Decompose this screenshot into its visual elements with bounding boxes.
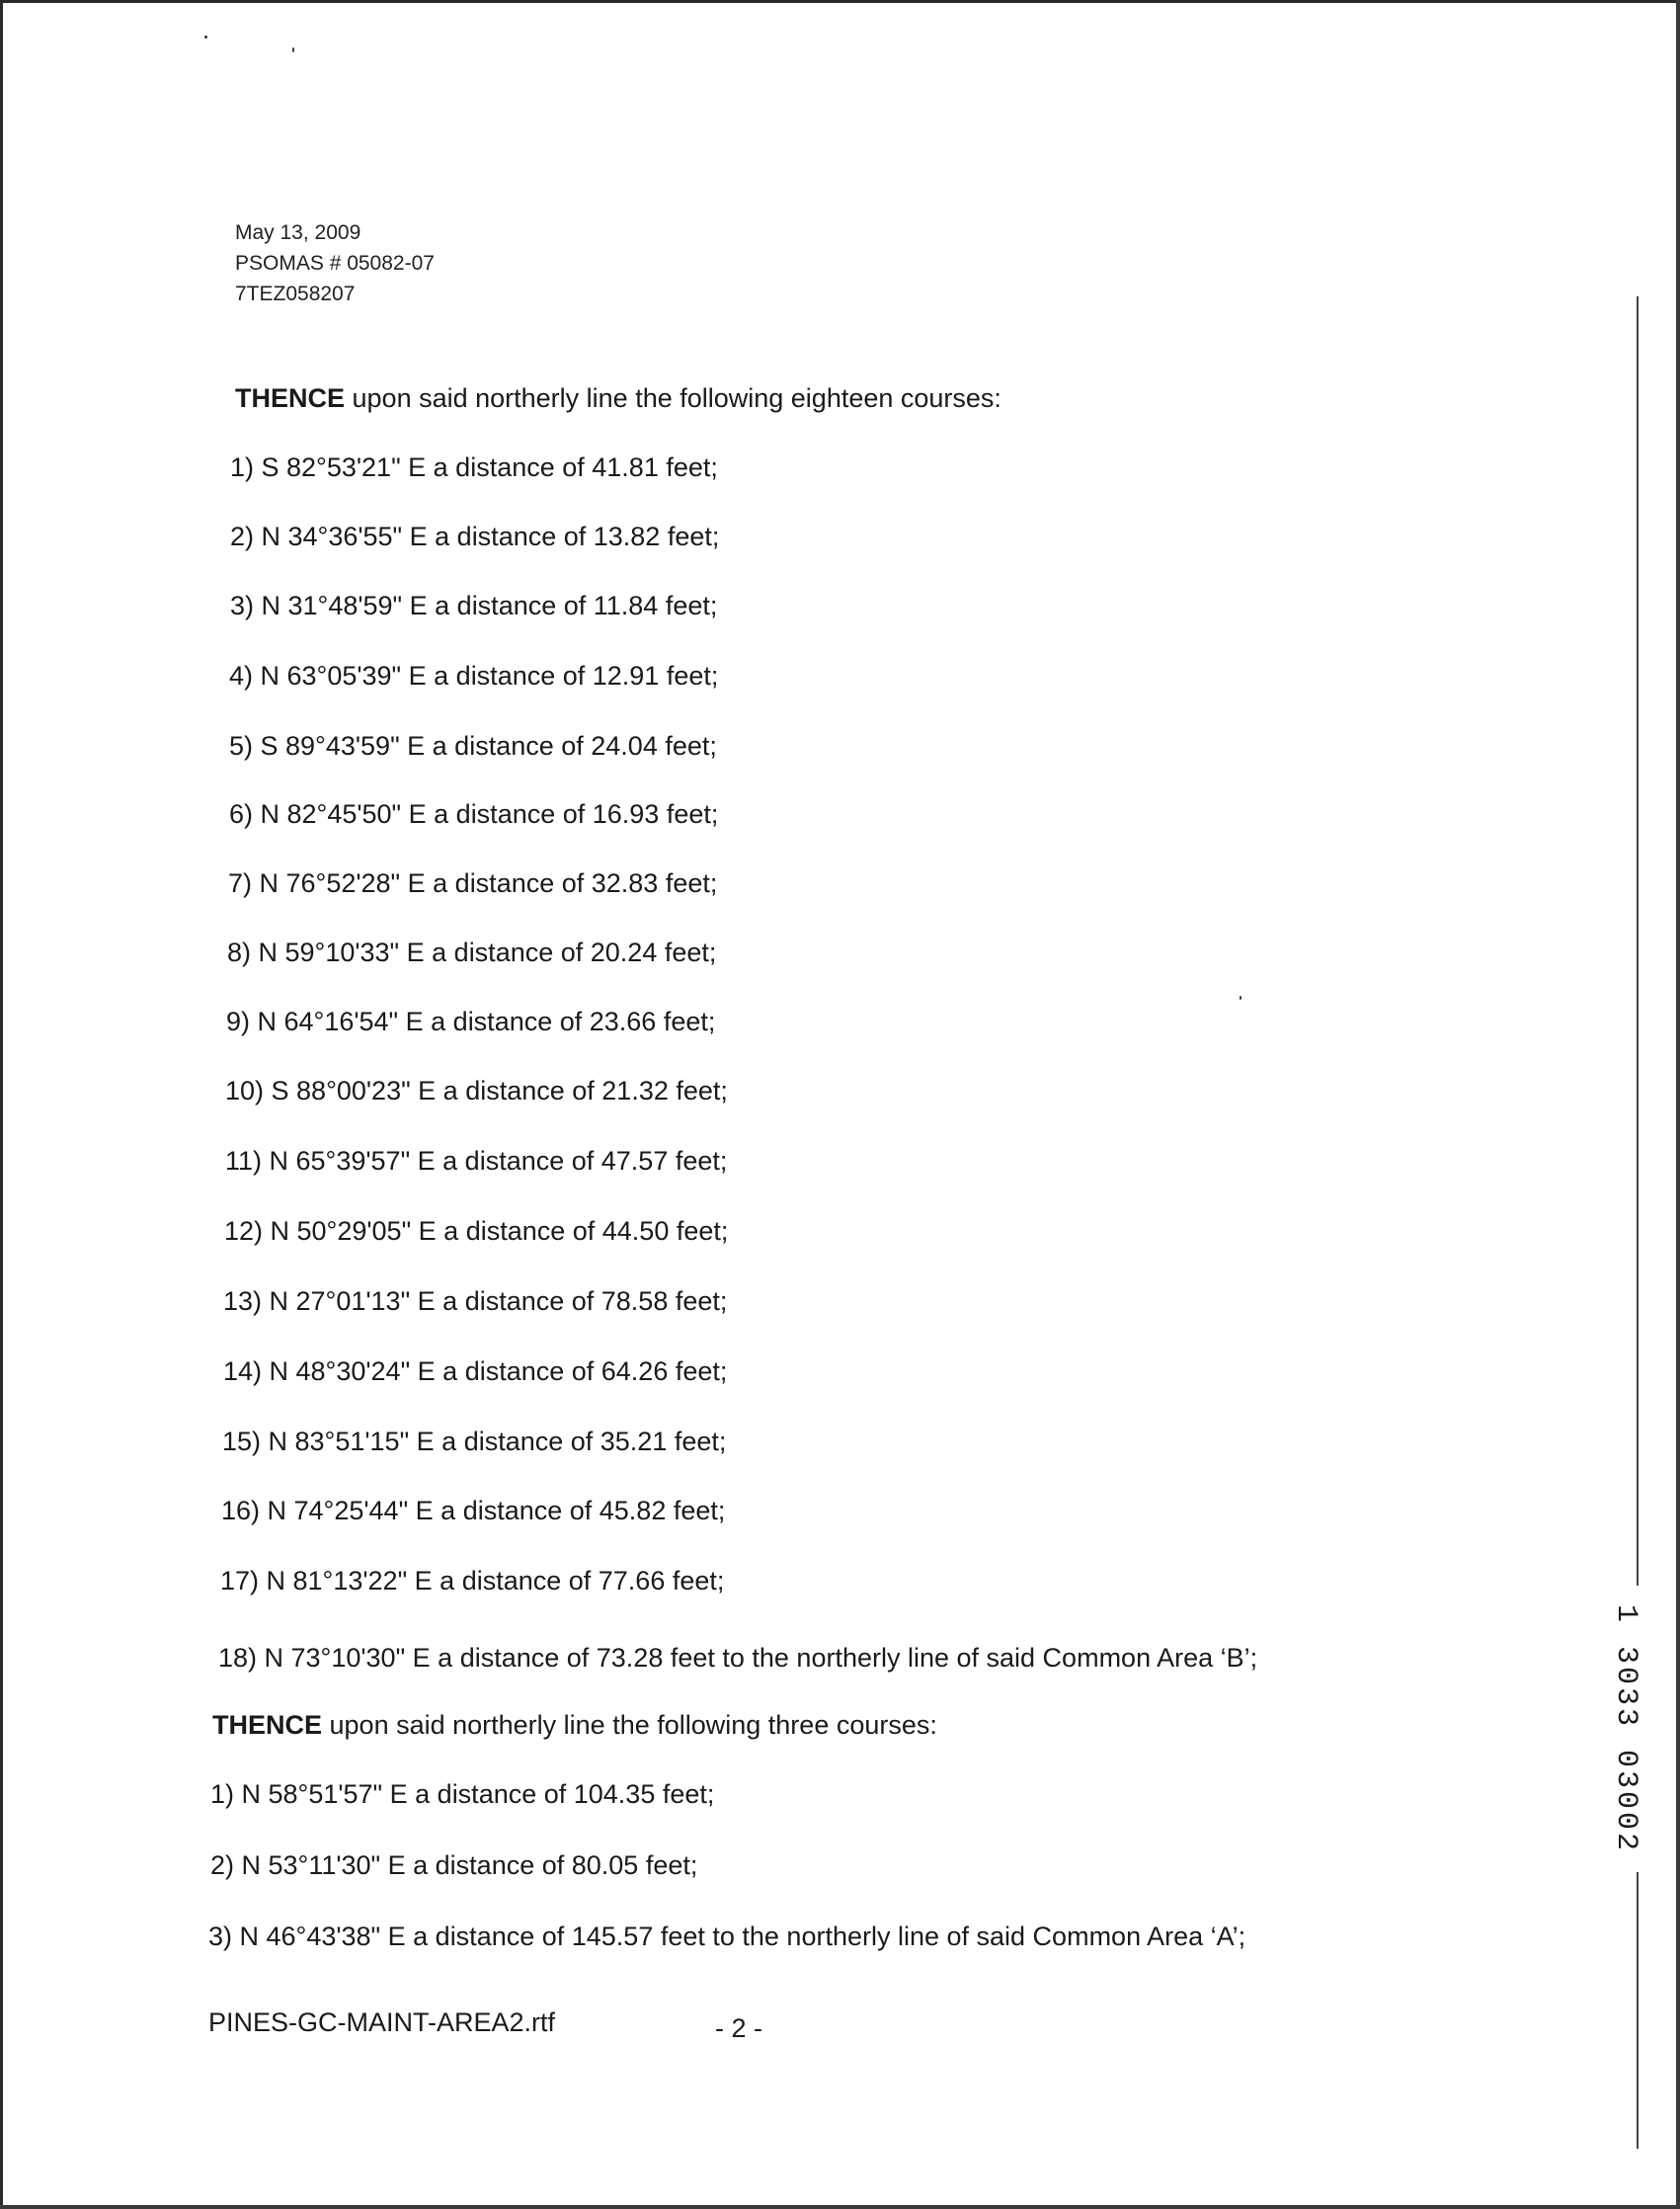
course-line: 3) N 31°48'59" E a distance of 11.84 feet; (230, 591, 718, 620)
course-line: 11) N 65°39'57" E a distance of 47.57 feet; (225, 1146, 728, 1176)
scan-speck (292, 47, 294, 52)
course-line: 4) N 63°05'39" E a distance of 12.91 feet; (229, 661, 719, 691)
margin-rule (1637, 1872, 1639, 2149)
stamp-number: 1 3033 03002 (1609, 1603, 1643, 1854)
course-line: 2) N 53°11'30" E a distance of 80.05 feet; (210, 1850, 698, 1880)
document-stamp (1606, 1586, 1645, 1872)
course-line: 2) N 34°36'55" E a distance of 13.82 feet; (230, 522, 720, 551)
course-line: 15) N 83°51'15" E a distance of 35.21 feet; (222, 1427, 727, 1456)
page-border (0, 2205, 1680, 2209)
course-line: 10) S 88°00'23" E a distance of 21.32 feet; (225, 1076, 728, 1105)
course-line: 3) N 46°43'38" E a distance of 145.57 feet to the northerly line of said Common Area ‘A’; (208, 1922, 1246, 1951)
course-line: 6) N 82°45'50" E a distance of 16.93 feet; (229, 799, 719, 829)
course-line: 7) N 76°52'28" E a distance of 32.83 feet; (228, 868, 718, 898)
page-border (1676, 0, 1680, 2209)
scan-speck (204, 36, 207, 39)
course-line: 9) N 64°16'54" E a distance of 23.66 feet; (226, 1007, 716, 1036)
course-line: 1) S 82°53'21" E a distance of 41.81 feet; (230, 452, 718, 482)
course-line: 1) N 58°51'57" E a distance of 104.35 feet; (210, 1779, 715, 1809)
section-1-lead: THENCE (235, 383, 346, 413)
section-2-intro (212, 1710, 937, 1741)
course-line: 12) N 50°29'05" E a distance of 44.50 feet; (224, 1216, 729, 1246)
project-number: PSOMAS # 05082-07 (235, 252, 435, 275)
footer-filename: PINES-GC-MAINT-AREA2.rtf (208, 2007, 556, 2037)
course-line: 18) N 73°10'30" E a distance of 73.28 feet to the northerly line of said Common Area ‘B’; (218, 1643, 1258, 1673)
course-line: 5) S 89°43'59" E a distance of 24.04 feet; (229, 731, 717, 761)
section-2-rest: upon said northerly line the following three courses: (322, 1710, 937, 1740)
reference-number: 7TEZ058207 (235, 283, 356, 305)
page-border (0, 0, 1680, 3)
course-line: 16) N 74°25'44" E a distance of 45.82 feet; (221, 1496, 726, 1525)
margin-rule (1637, 296, 1639, 1586)
section-1-intro (235, 383, 1001, 414)
section-2-lead: THENCE (212, 1710, 323, 1740)
document-date: May 13, 2009 (235, 221, 361, 244)
course-line: 13) N 27°01'13" E a distance of 78.58 feet; (223, 1286, 728, 1316)
course-line: 17) N 81°13'22" E a distance of 77.66 feet; (220, 1566, 725, 1595)
document-header (235, 217, 435, 309)
page-border (0, 0, 3, 2209)
page-number: - 2 - (715, 2013, 763, 2043)
course-line: 8) N 59°10'33" E a distance of 20.24 feet; (227, 938, 717, 967)
course-line: 14) N 48°30'24" E a distance of 64.26 feet; (223, 1356, 728, 1386)
scan-speck (1240, 996, 1241, 1000)
section-1-rest: upon said northerly line the following eighteen courses: (345, 383, 1001, 413)
